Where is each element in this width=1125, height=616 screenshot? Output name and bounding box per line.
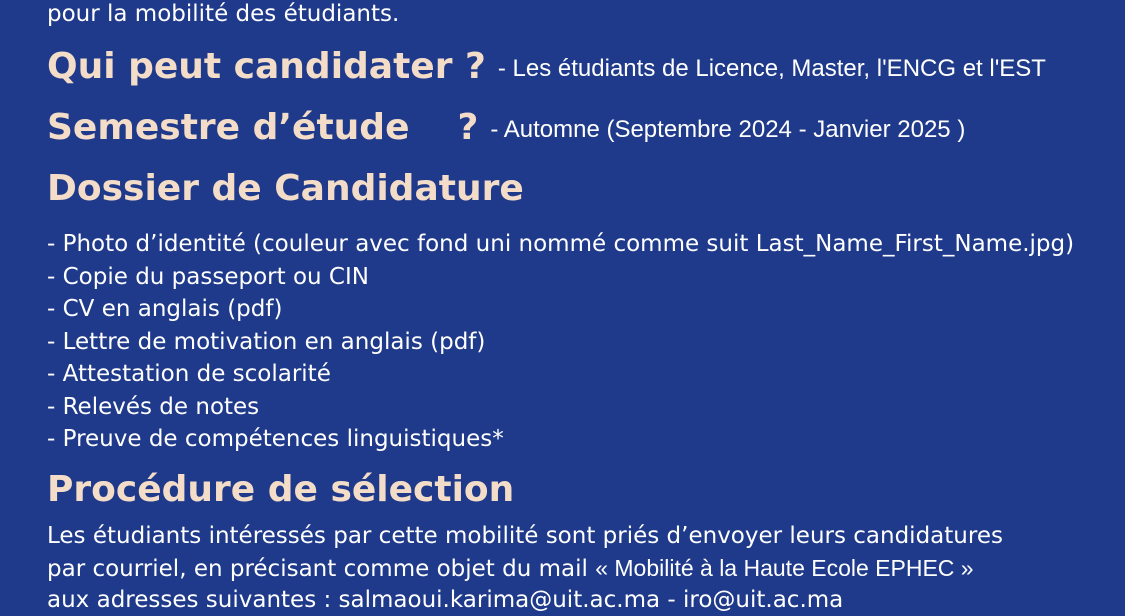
list-item: - Preuve de compétences linguistiques* bbox=[47, 426, 504, 452]
selection-line-3: aux adresses suivantes : salmaoui.karima@uit.ac.ma - iro@uit.ac.ma bbox=[47, 587, 844, 613]
dossier-list bbox=[47, 228, 1074, 456]
list-item: - Copie du passeport ou CIN bbox=[47, 263, 369, 290]
list-item: - CV en anglais (pdf) bbox=[47, 296, 283, 322]
eligibility-answer: - Les étudiants de Licence, Master, l'ENCG et l'EST bbox=[497, 55, 1046, 82]
list-item: - Relevés de notes bbox=[47, 393, 260, 420]
list-item: - Attestation de scolarité bbox=[47, 361, 331, 387]
selection-line-2-start: par courriel, en précisant comme objet du mail bbox=[47, 556, 588, 582]
selection-line-2 bbox=[47, 552, 974, 585]
eligibility-heading: Qui peut candidater ? bbox=[47, 46, 486, 87]
list-item: - Photo d’identité (couleur avec fond uni nommé comme suit Last_Name_First_Name.jpg) bbox=[47, 231, 1075, 257]
selection-heading: Procédure de sélection bbox=[47, 469, 515, 510]
intro-tail-text: pour la mobilité des étudiants. bbox=[47, 1, 400, 27]
eligibility-row bbox=[47, 45, 1046, 91]
semester-heading: Semestre d’étude bbox=[47, 107, 410, 148]
selection-quote: « Mobilité à la Haute Ecole EPHEC » bbox=[595, 555, 974, 581]
dossier-heading: Dossier de Candidature bbox=[47, 168, 524, 209]
selection-line-1: Les étudiants intéressés par cette mobilité sont priés d’envoyer leurs candidatures bbox=[47, 523, 1003, 549]
semester-row bbox=[47, 106, 965, 152]
semester-answer: - Automne (Septembre 2024 - Janvier 2025 ) bbox=[490, 116, 966, 143]
semester-heading-mark: ? bbox=[457, 107, 479, 148]
list-item: - Lettre de motivation en anglais (pdf) bbox=[47, 328, 486, 355]
